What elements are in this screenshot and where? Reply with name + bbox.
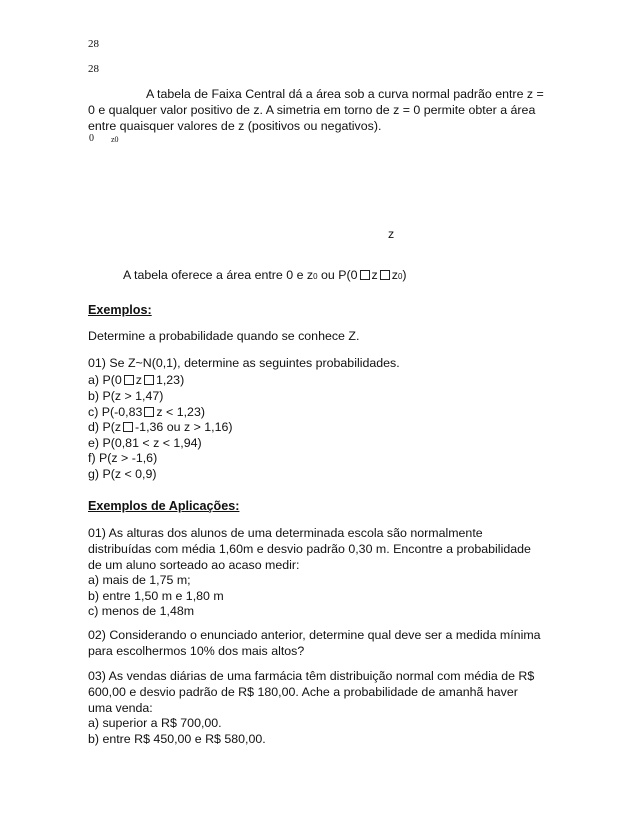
intro-line: entre quaisquer valores de z (positivos ou negativos). xyxy=(88,119,382,133)
list-item-text: z < 1,23) xyxy=(156,405,205,419)
list-item: a) mais de 1,75 m; xyxy=(88,573,191,587)
paragraph-line: 01) As alturas dos alunos de uma determinada escola são normalmente xyxy=(88,526,483,540)
list-item-text: 1,23) xyxy=(155,373,185,387)
table-note xyxy=(123,267,407,285)
list-item: b) entre R$ 450,00 e R$ 580,00. xyxy=(88,732,266,746)
missing-symbol-box xyxy=(124,375,134,385)
list-item-text: z xyxy=(135,373,142,387)
page-number: 28 xyxy=(88,63,99,75)
paragraph-line: para escolhermos 10% dos mais altos? xyxy=(88,644,305,658)
question-text: 01) Se Z~N(0,1), determine as seguintes probabilidades. xyxy=(88,356,400,370)
list-item-text: d) P(z xyxy=(88,420,122,434)
list-item xyxy=(88,372,184,388)
list-item: b) entre 1,50 m e 1,80 m xyxy=(88,589,224,603)
table-note-mid: ou P(0 xyxy=(317,268,358,282)
list-item: a) superior a R$ 700,00. xyxy=(88,716,222,730)
paragraph-line: de um aluno sorteado ao acaso medir: xyxy=(88,558,300,572)
list-item-text: c) P(-0,83 xyxy=(88,405,143,419)
missing-symbol-box xyxy=(360,270,370,280)
list-item: f) P(z > -1,6) xyxy=(88,451,158,465)
examples-intro: Determine a probabilidade quando se conhece Z. xyxy=(88,329,360,343)
axis-label-z0: z0 xyxy=(111,135,119,144)
list-item: e) P(0,81 < z < 1,94) xyxy=(88,436,202,450)
missing-symbol-box xyxy=(380,270,390,280)
table-note-sub: 0 xyxy=(397,272,403,281)
missing-symbol-box xyxy=(144,375,154,385)
paragraph-line: 03) As vendas diárias de uma farmácia têm distribuição normal com média de R$ xyxy=(88,669,535,683)
table-note-sub: 0 xyxy=(313,272,318,281)
section-heading: Exemplos: xyxy=(88,303,152,317)
list-item xyxy=(88,404,205,420)
paragraph-line: distribuídas com média 1,60m e desvio padrão 0,30 m. Encontre a probabilidade xyxy=(88,542,531,556)
paragraph-line: 02) Considerando o enunciado anterior, determine qual deve ser a medida mínima xyxy=(88,628,541,642)
list-item-text: a) P(0 xyxy=(88,373,122,387)
missing-symbol-box xyxy=(144,407,154,417)
list-item: c) menos de 1,48m xyxy=(88,604,195,618)
axis-label-zero: 0 xyxy=(89,133,94,144)
list-item-text: -1,36 ou z > 1,16) xyxy=(135,420,233,434)
table-note-z: z xyxy=(371,268,378,282)
table-note-end: ) xyxy=(402,268,407,282)
intro-line: A tabela de Faixa Central dá a área sob a curva normal padrão entre z = xyxy=(146,87,544,101)
table-note-z: z xyxy=(391,268,398,282)
paragraph-line: 600,00 e desvio padrão de R$ 180,00. Ache a probabilidade de amanhã haver xyxy=(88,685,518,699)
paragraph-line: uma venda: xyxy=(88,701,153,715)
missing-symbol-box xyxy=(123,422,133,432)
list-item: g) P(z < 0,9) xyxy=(88,467,157,481)
list-item: b) P(z > 1,47) xyxy=(88,389,164,403)
table-note-prefix: A tabela oferece a área entre 0 e z xyxy=(123,268,314,282)
axis-label-z: z xyxy=(388,227,395,241)
intro-line: 0 e qualquer valor positivo de z. A simetria em torno de z = 0 permite obter a área xyxy=(88,103,536,117)
page-number: 28 xyxy=(88,38,99,50)
section-heading: Exemplos de Aplicações: xyxy=(88,499,240,513)
list-item xyxy=(88,419,233,435)
